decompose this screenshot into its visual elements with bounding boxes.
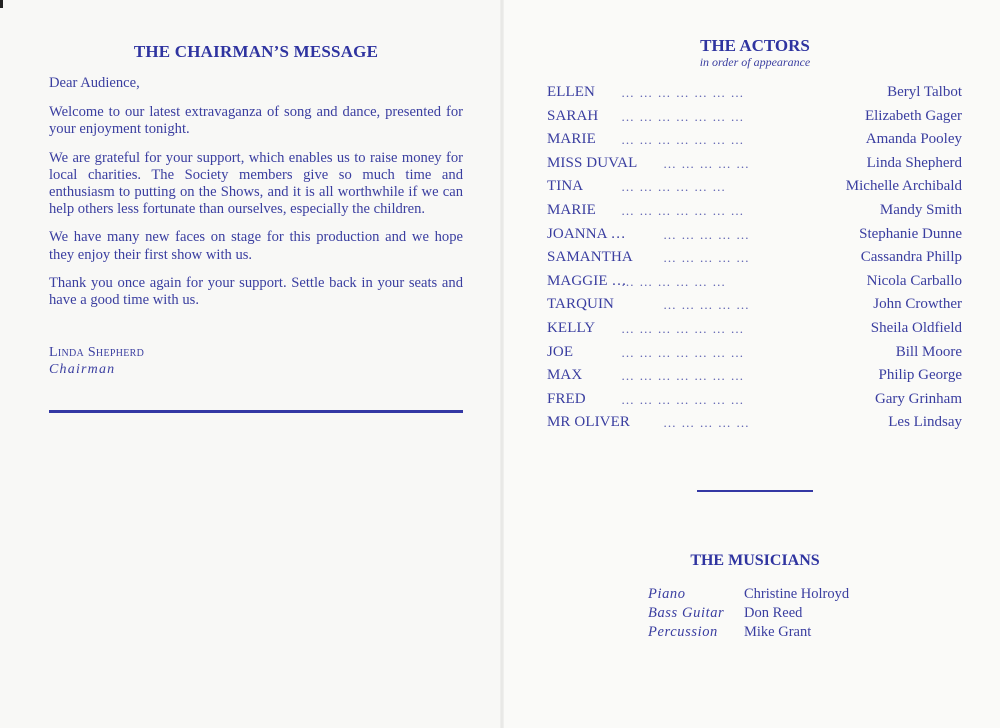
cast-row	[547, 270, 962, 294]
actor-name: Cassandra Phillp	[860, 249, 962, 266]
role-name: TINA	[547, 178, 584, 195]
musician-name: Christine Holroyd	[744, 586, 850, 602]
musicians-list	[648, 585, 908, 642]
signature-name: Linda Shepherd	[49, 345, 145, 360]
role-name: SARAH	[547, 107, 599, 124]
cast-row	[547, 199, 962, 223]
role-name: MR OLIVER	[547, 414, 630, 431]
actors-title: THE ACTORS	[700, 36, 810, 55]
cast-row	[547, 81, 962, 105]
actor-name: John Crowther	[873, 296, 962, 313]
actor-name: Beryl Talbot	[887, 84, 962, 100]
actor-name: Elizabeth Gager	[864, 107, 962, 124]
cast-row	[547, 175, 962, 199]
dot-leader: … … … … … … …	[621, 368, 745, 384]
dot-leader: … … … … … … …	[621, 391, 745, 407]
dot-leader: … … … … … …	[621, 179, 727, 195]
cast-row	[547, 388, 962, 412]
instrument: Bass Guitar	[648, 605, 725, 621]
dot-leader: … … … … …	[663, 415, 750, 431]
cast-list	[547, 81, 962, 435]
dot-leader: … … … … …	[663, 155, 750, 171]
signature	[49, 344, 349, 378]
dot-leader: … … … … … … …	[621, 202, 745, 218]
role-name: SAMANTHA	[547, 249, 633, 266]
divider-rule	[49, 410, 463, 413]
role-name: MAX	[547, 367, 583, 384]
cast-row	[547, 317, 962, 341]
actor-name: Michelle Archibald	[845, 178, 962, 195]
cast-row	[547, 128, 962, 152]
musician-name: Don Reed	[744, 605, 803, 621]
musician-row	[648, 604, 908, 623]
role-name: MARIE	[547, 131, 596, 148]
musician-row	[648, 585, 908, 604]
role-name: KELLY	[547, 319, 596, 336]
cast-row	[547, 293, 962, 317]
actor-name: Amanda Pooley	[865, 131, 962, 148]
actor-name: Mandy Smith	[879, 201, 962, 218]
cast-row	[547, 223, 962, 247]
instrument: Piano	[648, 586, 686, 602]
chairman-message-body	[49, 75, 463, 320]
role-name: JOANNA …	[547, 225, 626, 242]
musician-name: Mike Grant	[744, 624, 812, 640]
chairman-message-title: THE CHAIRMAN’S MESSAGE	[133, 42, 379, 61]
actors-subtitle: in order of appearance	[699, 55, 811, 69]
actor-name: Sheila Oldfield	[870, 319, 962, 336]
signature-role: Chairman	[49, 362, 116, 377]
page-fold	[500, 0, 504, 728]
actor-name: Bill Moore	[895, 343, 962, 360]
dot-leader: … … … … …	[663, 297, 750, 313]
cast-row	[547, 246, 962, 270]
role-name: TARQUIN	[547, 296, 614, 313]
message-paragraph: Welcome to our latest extravaganza of song and dance, presented for your enjoyment tonight.	[49, 104, 463, 138]
section-divider	[697, 490, 813, 492]
actor-name: Stephanie Dunne	[859, 225, 962, 242]
cast-row	[547, 364, 962, 388]
actor-name: Nicola Carballo	[866, 272, 962, 289]
actor-name: Gary Grinham	[874, 390, 962, 407]
musicians-title: THE MUSICIANS	[690, 552, 820, 569]
dot-leader: … … … … …	[663, 226, 750, 242]
message-paragraph: Thank you once again for your support. Settle back in your seats and have a good time with us.	[49, 274, 463, 309]
salutation: Dear Audience,	[49, 75, 140, 91]
cast-row	[547, 152, 962, 176]
dot-leader: … … … … … … …	[621, 108, 745, 124]
role-name: JOE	[547, 343, 574, 360]
cast-row	[547, 411, 962, 435]
musician-row	[648, 623, 908, 642]
role-name: MARIE	[547, 201, 596, 218]
role-name: ELLEN	[547, 84, 595, 100]
dot-leader: … … … … … … …	[621, 344, 745, 360]
dot-leader: … … … … …	[663, 250, 750, 266]
role-name: MAGGIE …	[547, 272, 627, 289]
role-name: FRED	[547, 390, 586, 407]
instrument: Percussion	[648, 624, 718, 640]
message-paragraph: We have many new faces on stage for this production and we hope they enjoy their first show with us.	[49, 229, 463, 263]
actor-name: Linda Shepherd	[866, 154, 962, 171]
dot-leader: … … … … … … …	[621, 320, 745, 336]
dot-leader: … … … … … … …	[621, 85, 745, 100]
scan-corner-mark	[0, 0, 3, 8]
dot-leader: … … … … … … …	[621, 132, 745, 148]
role-name: MISS DUVAL	[547, 154, 638, 171]
actor-name: Les Lindsay	[888, 414, 962, 431]
message-paragraph: We are grateful for your support, which enables us to raise money for local charities. The Society members give so much time and enthusiasm to putting on the Shows, and it is all worthwhile if we can help others less fortunate than ourselves, especially the children.	[49, 149, 463, 218]
dot-leader: … … … … … …	[621, 273, 727, 289]
cast-row	[547, 341, 962, 365]
cast-row	[547, 105, 962, 129]
actor-name: Philip George	[878, 367, 962, 384]
